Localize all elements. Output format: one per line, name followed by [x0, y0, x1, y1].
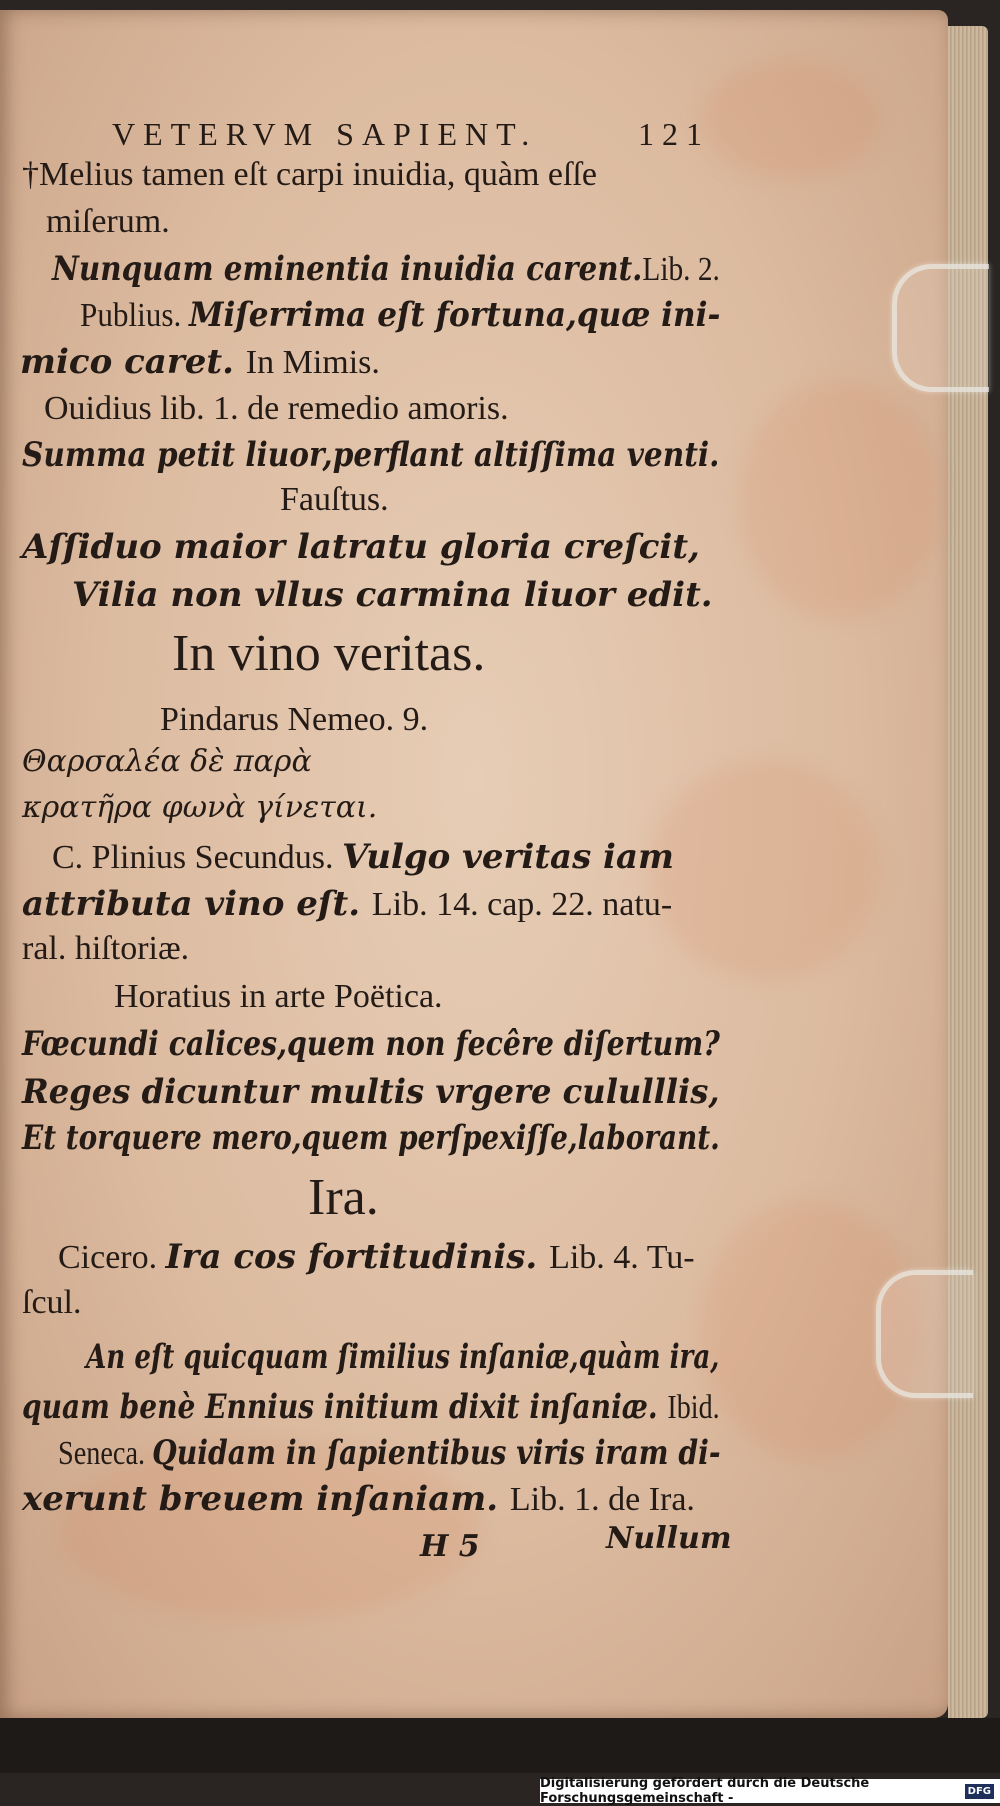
italic-run: Nunquam eminentia inuidia carent.: [52, 249, 643, 289]
page-number: 121: [638, 116, 710, 152]
italic-run: Miſerrima eſt fortuna,quæ ini-: [189, 295, 721, 335]
digitization-footer: [540, 1776, 1000, 1806]
roman-run: In vino veritas.: [172, 625, 486, 682]
text-line: [22, 884, 673, 924]
italic-run: Reges dicuntur multis vrgere cululllis,: [22, 1072, 720, 1112]
text-line: [22, 1118, 720, 1158]
roman-run: Lib. 14. cap. 22. natu-: [371, 886, 673, 923]
text-line: [52, 837, 674, 877]
footer-credit: Digitalisierung gefördert durch die Deutsche Forschungsgemeinschaft -: [540, 1776, 870, 1806]
text-line: [86, 1337, 720, 1377]
roman-run: Lib. 4. Tu-: [549, 1239, 695, 1276]
text-line: [22, 435, 720, 475]
italic-run: Aſſiduo maior latratu gloria creſcit,: [22, 527, 700, 567]
text-line: [22, 1479, 695, 1519]
running-title: VETERVM SAPIENT.: [112, 116, 538, 152]
text-line: [22, 1387, 720, 1427]
italic-run: Vilia non vllus carmina liuor edit.: [72, 575, 713, 615]
dfg-logo: DFG: [965, 1784, 994, 1799]
text-line: [58, 1433, 721, 1473]
italic-run: xerunt breuem inſaniam.: [22, 1479, 510, 1519]
roman-run: Ibid.: [667, 1389, 720, 1426]
text-line: [22, 1024, 720, 1064]
italic-run: Quidam in ſapientibus viris iram di-: [152, 1433, 721, 1473]
text-line: [22, 158, 597, 192]
roman-run: ſcul.: [22, 1284, 82, 1321]
roman-run: κρατῆρα φωνὰ γίνεται.: [22, 790, 378, 825]
roman-run: Θαρσαλέα δὲ παρὰ: [22, 744, 312, 779]
text-line: [20, 342, 380, 382]
roman-run: Horatius in arte Poëtica.: [114, 978, 443, 1015]
text-line: [22, 1286, 81, 1320]
text-line: [46, 205, 170, 239]
text-line: [22, 932, 189, 966]
section-heading: [172, 625, 486, 682]
roman-run: Publius.: [80, 297, 190, 334]
text-line: [58, 1237, 695, 1277]
roman-run: Ouidius lib. 1. de remedio amoris.: [44, 390, 509, 427]
italic-run: Vulgo veritas iam: [341, 837, 674, 877]
italic-run: Et torquere mero,quem perſpexiſſe,laborant.: [22, 1118, 720, 1158]
roman-run: Ira.: [308, 1169, 379, 1226]
text-line: [160, 703, 428, 737]
page-clip-bottom: [876, 1270, 973, 1398]
italic-run: mico caret.: [20, 342, 246, 382]
italic-run: Summa petit liuor,perflant altiſſima venti.: [22, 435, 720, 475]
italic-run: quam benè Ennius initium dixit inſaniæ.: [22, 1387, 668, 1427]
roman-run: Lib. 2.: [642, 251, 720, 288]
roman-run: C. Plinius Secundus.: [52, 839, 342, 876]
page-clip-top: [892, 264, 989, 392]
text-line: [80, 295, 721, 335]
text-line: [280, 483, 389, 517]
text-line: [22, 1072, 720, 1112]
italic-run: Ira cos fortitudinis.: [165, 1237, 550, 1277]
text-line: [52, 249, 720, 289]
roman-run: ral. hiſtoriæ.: [22, 930, 190, 967]
roman-run: Fauſtus.: [280, 481, 389, 518]
roman-run: Cicero.: [58, 1239, 166, 1276]
italic-run: attributa vino eſt.: [22, 884, 372, 924]
roman-run: In Mimis.: [245, 344, 380, 381]
roman-run: †Melius tamen eſt carpi inuidia, quàm eſſe: [22, 156, 597, 193]
scan-background: [0, 1718, 1000, 1773]
roman-run: Lib. 1. de Ira.: [509, 1481, 695, 1518]
text-line: [44, 392, 509, 426]
section-heading: [308, 1169, 379, 1226]
signature-mark: H 5: [420, 1529, 480, 1564]
text-line: [114, 980, 443, 1014]
text-line: [22, 744, 312, 779]
roman-run: miſerum.: [46, 203, 170, 240]
italic-run: Fœcundi calices,quem non fecêre diſertum?: [22, 1024, 720, 1064]
catchword: Nullum: [606, 1521, 732, 1556]
text-line: [22, 790, 378, 825]
italic-run: An eſt quicquam ſimilius inſaniæ,quàm ira,: [86, 1337, 720, 1377]
text-line: [72, 575, 713, 615]
roman-run: Pindarus Nemeo. 9.: [160, 701, 429, 738]
roman-run: Seneca.: [58, 1435, 153, 1472]
text-line: [22, 527, 700, 567]
